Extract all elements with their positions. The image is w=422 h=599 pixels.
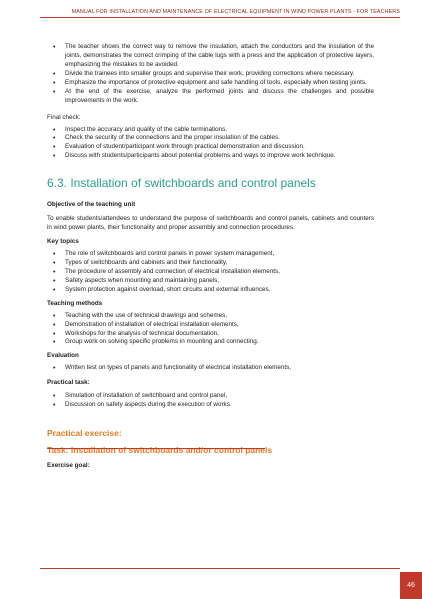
divider-line: [47, 448, 265, 449]
teaching-methods-list: [47, 312, 374, 348]
key-topics-list: [47, 250, 374, 295]
list-item: • Workshops for the analysis of technical documentation,: [47, 330, 374, 339]
list-item: • Inspect the accuracy and quality of the cable terminations.: [47, 126, 374, 135]
list-item: • Discuss with students/participants about potential problems and ways to improve work technique.: [47, 152, 374, 161]
list-item: • The role of switchboards and control panels in power system management,: [47, 250, 374, 259]
intro-bullet-list: [47, 43, 374, 106]
list-item: • Discussion on safety aspects during the execution of works.: [47, 401, 374, 410]
list-item: • Demonstration of installation of electrical installation elements,: [47, 321, 374, 330]
list-item: • The procedure of assembly and connection of electrical installation elements,: [47, 268, 374, 277]
list-item: • Check the security of the connections and the proper insulation of the cables.: [47, 134, 374, 143]
list-item: • At the end of the exercise, analyze the performed joints and discuss the challenges and possible improvements in the work.: [47, 88, 374, 106]
task-heading: Task: Installation of switchboards and/or control panels: [47, 445, 273, 456]
running-header: MANUAL FOR INSTALLATION AND MAINTENANCE OF ELECTRICAL EQUIPMENT IN WIND POWER PLANTS - FOR TEACHERS: [40, 9, 400, 18]
footer-divider: [40, 568, 400, 569]
page-number-badge: 46: [400, 572, 422, 599]
list-item: • Written test on types of panels and functionality of electrical installation elements,: [47, 364, 374, 373]
list-item: • The teacher shows the correct way to remove the insulation, attach the conductors and the insulation of the joints, demonstrates the correct crimping of the cable lugs with a press and the application of protective layers, emphasizing the mistakes to be avoided.: [47, 43, 374, 70]
evaluation-list: [47, 364, 374, 373]
list-item: • System protection against overload, short circuits and external influences.: [47, 286, 374, 295]
final-check-label: Final check:: [47, 113, 81, 121]
final-check-list: [47, 126, 374, 162]
list-item: • Types of switchboards and cabinets and their functionality,: [47, 259, 374, 268]
objective-text: To enable students/attendees to understand the purpose of switchboards and control panels, cabinets and counters in wind power plants, their functionality and proper assembly and connection procedures.: [47, 215, 374, 232]
practical-exercise-heading: Practical exercise:: [47, 428, 122, 439]
evaluation-label: Evaluation: [47, 352, 79, 360]
list-item: • Safety aspects when mounting and maintaining panels,: [47, 277, 374, 286]
list-item: • Emphasize the importance of protective equipment and safe handling of tools, especially when testing joints.: [47, 79, 374, 88]
exercise-goal-label: Exercise goal:: [47, 462, 90, 470]
section-heading: 6.3. Installation of switchboards and control panels: [47, 176, 316, 191]
list-item: • Group work on solving specific problems in mounting and connecting.: [47, 338, 374, 347]
practical-task-list: [47, 392, 374, 410]
list-item: • Evaluation of student/participant work through practical demonstration and discussion.: [47, 143, 374, 152]
teaching-methods-label: Teaching methods: [47, 299, 103, 307]
list-item: • Divide the trainees into smaller groups and supervise their work, providing corrections where necessary.: [47, 70, 374, 79]
key-topics-label: Key topics: [47, 238, 79, 246]
objective-label: Objective of the teaching unit: [47, 201, 136, 209]
page-content: [47, 43, 374, 471]
list-item: • Simulation of installation of switchboard and control panel,: [47, 392, 374, 401]
practical-task-label: Practical task:: [47, 379, 90, 387]
list-item: • Teaching with the use of technical drawings and schemes,: [47, 312, 374, 321]
